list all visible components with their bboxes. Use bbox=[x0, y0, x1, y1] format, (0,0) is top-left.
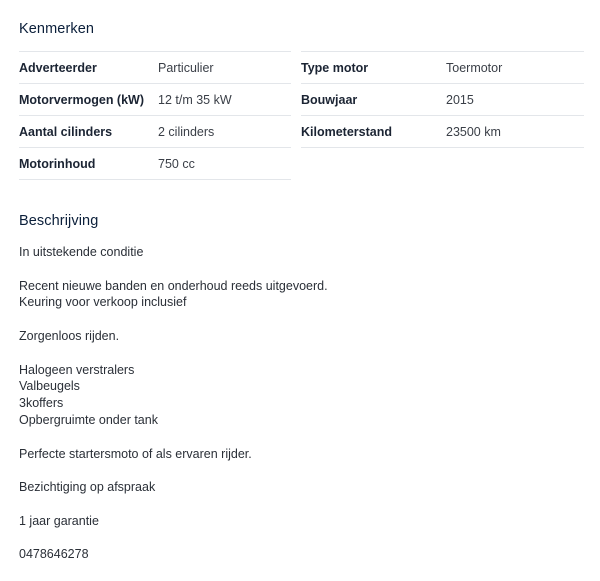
spec-value: Toermotor bbox=[446, 60, 503, 75]
description-line: Bezichtiging op afspraak bbox=[19, 480, 156, 495]
description-paragraph bbox=[19, 479, 579, 496]
spec-value: Particulier bbox=[158, 60, 214, 75]
kenmerken-heading: Kenmerken bbox=[19, 21, 95, 37]
description-paragraph bbox=[19, 278, 579, 312]
spec-table-left bbox=[19, 51, 291, 180]
description-line: Opbergruimte onder tank bbox=[19, 412, 158, 427]
spec-value: 750 cc bbox=[158, 156, 195, 171]
description-line: Valbeugels bbox=[19, 379, 80, 394]
description-paragraph bbox=[19, 513, 579, 530]
spec-row bbox=[19, 115, 291, 147]
description-paragraph bbox=[19, 328, 579, 345]
description-text bbox=[19, 244, 579, 563]
spec-label: Kilometerstand bbox=[301, 124, 392, 139]
spec-value: 12 t/m 35 kW bbox=[158, 92, 232, 107]
description-line: Keuring voor verkoop inclusief bbox=[19, 295, 187, 310]
description-line: Halogeen verstralers bbox=[19, 362, 135, 377]
description-line: In uitstekende conditie bbox=[19, 245, 144, 259]
spec-row bbox=[301, 115, 584, 148]
spec-row bbox=[301, 83, 584, 115]
spec-label: Aantal cilinders bbox=[19, 124, 113, 139]
description-line: Recent nieuwe banden en onderhoud reeds uitgevoerd. bbox=[19, 278, 328, 293]
spec-row bbox=[19, 147, 291, 180]
spec-value: 23500 km bbox=[446, 124, 501, 139]
spec-label: Motorvermogen (kW) bbox=[19, 92, 144, 107]
spec-row bbox=[301, 51, 584, 83]
beschrijving-heading: Beschrijving bbox=[19, 213, 99, 229]
spec-row bbox=[19, 51, 291, 83]
description-line: Perfecte startersmoto of als ervaren rijder. bbox=[19, 446, 252, 461]
description-line: 1 jaar garantie bbox=[19, 513, 99, 528]
description-paragraph bbox=[19, 446, 579, 463]
description-paragraph bbox=[19, 244, 579, 261]
description-line: Zorgenloos rijden. bbox=[19, 328, 120, 343]
description-paragraph bbox=[19, 362, 579, 429]
spec-value: 2 cilinders bbox=[158, 124, 215, 139]
spec-table-right bbox=[301, 51, 584, 148]
description-paragraph bbox=[19, 546, 579, 563]
description-line: 3koffers bbox=[19, 396, 64, 411]
phone-number: 0478646278 bbox=[19, 547, 89, 562]
spec-row bbox=[19, 83, 291, 115]
spec-label: Adverteerder bbox=[19, 60, 97, 75]
spec-label: Motorinhoud bbox=[19, 156, 96, 171]
spec-label: Bouwjaar bbox=[301, 92, 358, 107]
spec-value: 2015 bbox=[446, 92, 474, 107]
spec-label: Type motor bbox=[301, 60, 369, 75]
